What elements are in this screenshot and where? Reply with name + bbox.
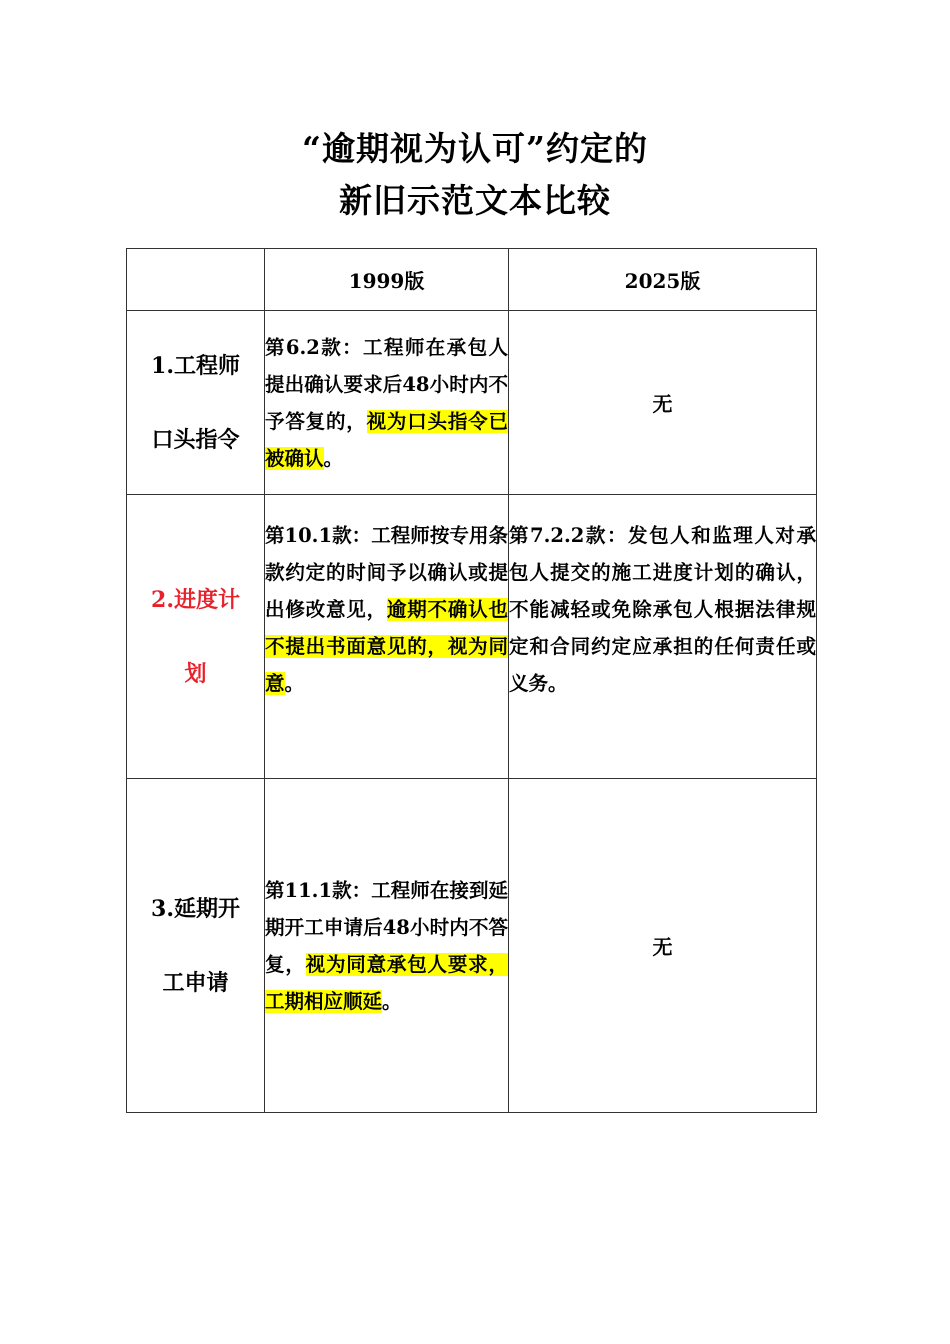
clause-2025: 第7.2.2款：发包人和监理人对承包人提交的施工进度计划的确认，不能减轻或免除承包人根据法律规定和合同约定应承担的任何责任或义务。 xyxy=(509,495,817,779)
clause-text: 第10.1款：工程师按专用条款约定的时间予以确认或提出修改意见， xyxy=(265,524,508,621)
row-item-label-line-2: 划 xyxy=(184,660,207,687)
header-1999: 1999版 xyxy=(265,249,509,311)
clause-text: 第6.2款：工程师在承包人提出确认要求后48小时内不予答复的， xyxy=(265,335,508,433)
comparison-table xyxy=(126,248,817,1113)
clause-highlight: 视为同意承包人要求，工期相应顺延 xyxy=(265,952,508,1013)
clause-end: 。 xyxy=(382,989,402,1013)
row-item-label-line-2: 口头指令 xyxy=(151,426,240,453)
clause-end: 。 xyxy=(323,446,344,470)
row-item-label-line-2: 工申请 xyxy=(162,969,229,996)
table-row xyxy=(127,779,817,1113)
row-item-label-line-1: 1.工程师 xyxy=(151,352,240,379)
page-title-line-1: “逾期视为认可”约定的 xyxy=(302,129,648,168)
clause-2025: 无 xyxy=(509,311,817,495)
clause-2025: 无 xyxy=(509,779,817,1113)
clause-1999 xyxy=(265,495,509,779)
header-2025: 2025版 xyxy=(509,249,817,311)
header-blank-cell xyxy=(127,249,265,311)
table-header-row xyxy=(127,249,817,311)
row-item-label xyxy=(127,495,265,779)
clause-1999 xyxy=(265,311,509,495)
clause-highlight: 视为口头指令已被确认 xyxy=(265,409,508,470)
clause-end: 。 xyxy=(284,672,305,695)
clause-text: 第11.1款：工程师在接到延期开工申请后48小时内不答复， xyxy=(265,878,508,976)
row-item-label-line-1: 3.延期开 xyxy=(151,895,240,922)
row-item-label xyxy=(127,779,265,1113)
table-row xyxy=(127,495,817,779)
row-item-label xyxy=(127,311,265,495)
clause-highlight: 逾期不确认也不提出书面意见的，视为同意 xyxy=(265,598,508,695)
clause-1999 xyxy=(265,779,509,1113)
row-item-label-line-1: 2.进度计 xyxy=(151,586,240,613)
page-title-line-2: 新旧示范文本比较 xyxy=(339,181,611,220)
table-row xyxy=(127,311,817,495)
